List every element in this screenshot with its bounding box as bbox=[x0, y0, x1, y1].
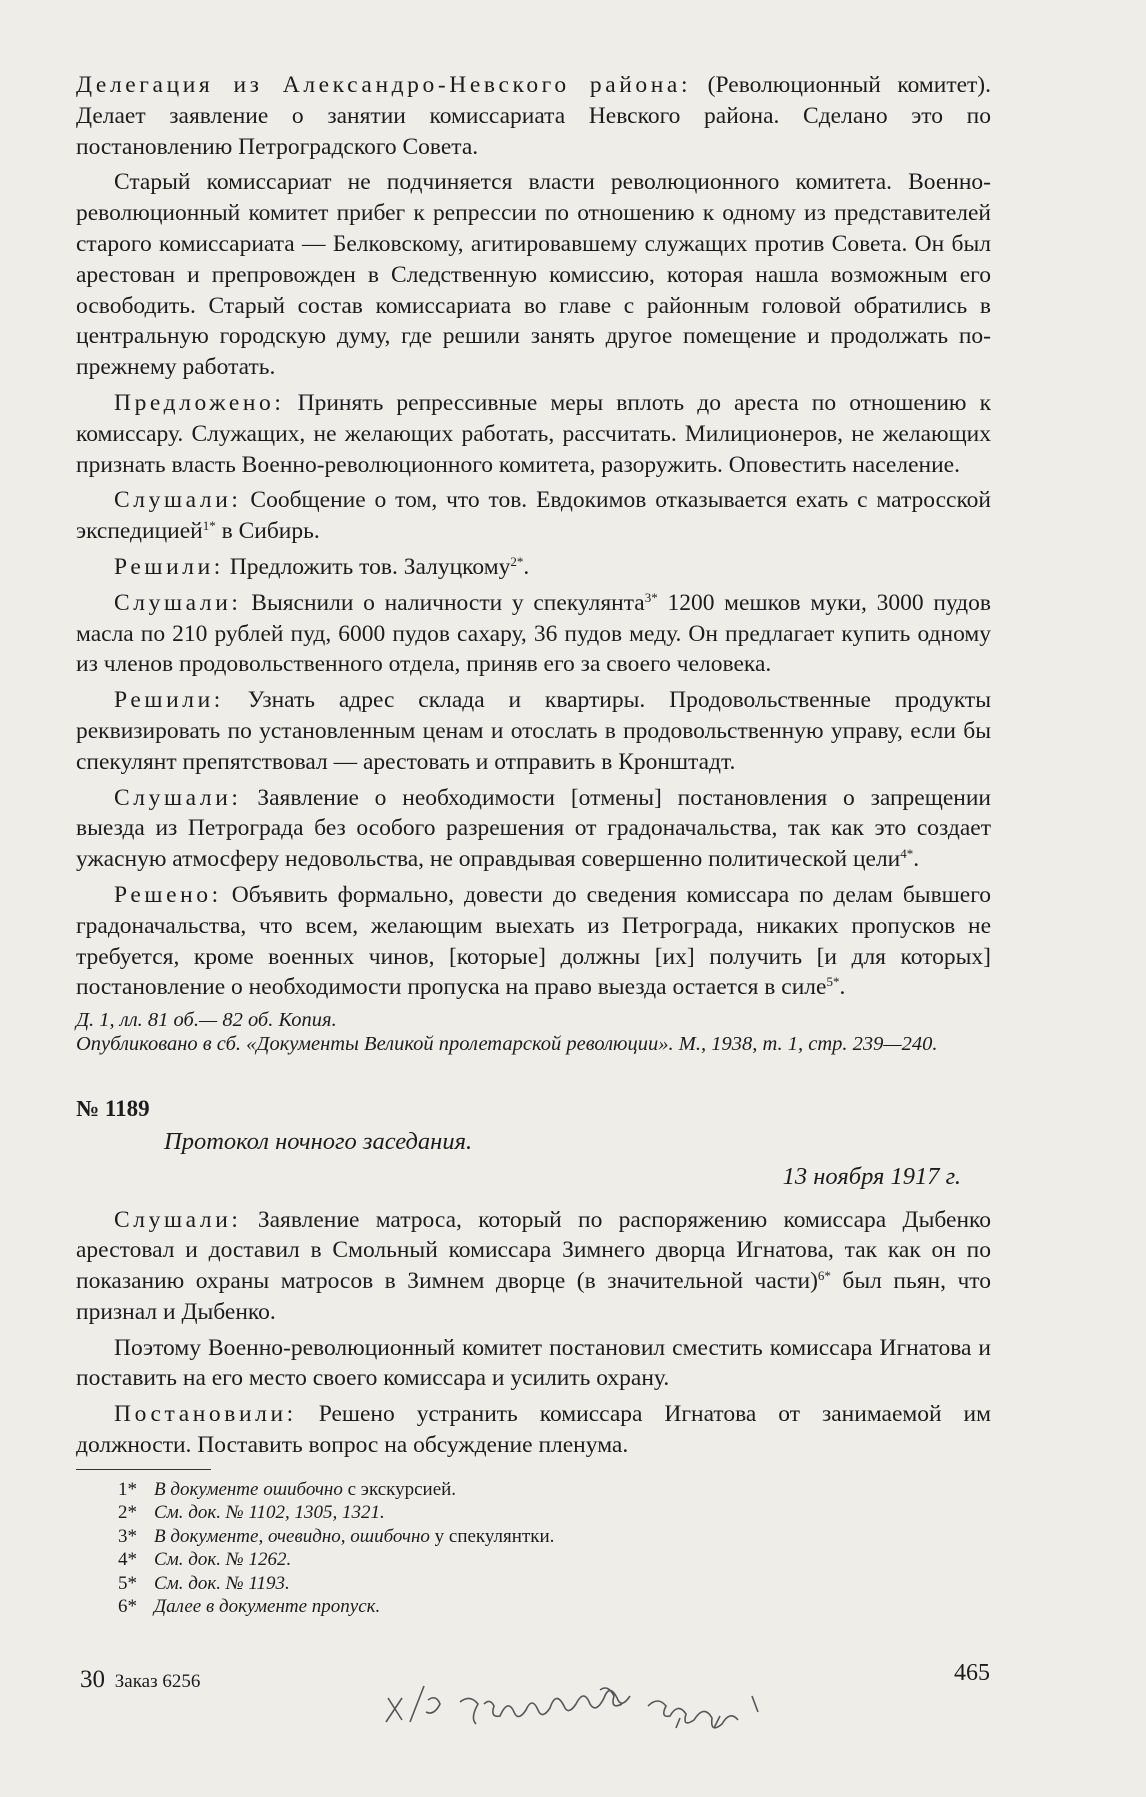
paragraph-tail: был пьян, что признал и Дыбенко. bbox=[76, 1268, 991, 1325]
footnote-italic: См. док. № 1102, 1305, 1321. bbox=[154, 1502, 385, 1524]
paragraph bbox=[76, 1205, 991, 1328]
paragraph-tail: . bbox=[523, 553, 530, 580]
paragraph-text: Решено устранить комиссара Игнатова от занимаемой им должности. Поставить вопрос на обсуждение пленума. bbox=[76, 1401, 991, 1459]
footnote-italic: В документе ошибочно bbox=[154, 1478, 343, 1500]
footnote bbox=[118, 1478, 991, 1502]
paragraph-lead: Решено: bbox=[114, 881, 222, 908]
paragraph-lead: Решили: bbox=[114, 553, 224, 580]
paragraph-lead: Слушали: bbox=[114, 589, 242, 616]
paragraph-text: Принять репрессивные меры вплоть до ареста по отношению к комиссару. Служащих, не желающих работать, рассчитать. Милиционеров, не желающих признать власть Военно-революционного комитета, разоружить. Оповестить население. bbox=[76, 389, 991, 478]
paragraph bbox=[76, 1333, 991, 1395]
paragraph-lead: Слушали: bbox=[114, 1206, 242, 1233]
paragraph-text: Сообщение о том, что тов. Евдокимов отказывается ехать с матросской экспедицией bbox=[76, 487, 991, 545]
signature-order: Заказ 6256 bbox=[114, 1671, 201, 1692]
paragraph-tail: . bbox=[913, 846, 920, 873]
document-number: № 1189 bbox=[76, 1096, 150, 1122]
footnote-ref: 5* bbox=[826, 974, 840, 990]
paragraph bbox=[76, 783, 991, 875]
page-body bbox=[76, 70, 991, 1619]
paragraph-lead: Решили: bbox=[114, 687, 224, 714]
paragraph-lead: Постановили: bbox=[114, 1401, 297, 1428]
footnote-italic: Далее в документе пропуск. bbox=[154, 1596, 381, 1618]
paragraph-text: Выяснили о наличности у спекулянта bbox=[241, 589, 645, 616]
footnote-plain: с экскурсией. bbox=[342, 1478, 457, 1500]
footnote-italic: В документе, очевидно, ошибочно bbox=[154, 1525, 430, 1547]
footnote-ref: 3* bbox=[644, 589, 658, 605]
footnote bbox=[118, 1548, 991, 1572]
footnote-plain: у спекулянтки. bbox=[429, 1525, 555, 1547]
paragraph-text: Заявление о необходимости [отмены] постановления о запрещении выезда из Петрограда без особого разрешения от градоначальства, так как это создает ужасную атмосферу недовольства, не оправдывая совершенно политической цели bbox=[76, 784, 991, 873]
archive-reference: Д. 1, лл. 81 об.— 82 об. Копия. bbox=[76, 1009, 337, 1032]
footnote-mark: 2* bbox=[118, 1502, 137, 1524]
paragraph bbox=[76, 167, 991, 383]
paragraph-tail: . bbox=[839, 974, 846, 1001]
printer-signature bbox=[80, 1666, 200, 1694]
paragraph-text: Заявление матроса, который по распоряжению комиссара Дыбенко арестовал и доставил в Смольный комиссара Зимнего дворца Игнатова, так как он по показанию охраны матросов в Зимнем дворце (в значительной части) bbox=[76, 1206, 991, 1295]
paragraph-tail: 1200 мешков муки, 3000 пудов масла по 210 рублей пуд, 6000 пудов сахару, 36 пудов меду. Он предлагает купить одному из членов продовольственного отдела, приняв его за своего человека. bbox=[76, 589, 991, 678]
document-date: 13 ноября 1917 г. bbox=[782, 1162, 961, 1190]
document-title: Протокол ночного заседания. bbox=[164, 1127, 473, 1155]
paragraph-text: Узнать адрес склада и квартиры. Продовольственные продукты реквизировать по установленным ценам и отослать в продовольственную управу, если бы спекулянт препятствовал — арестовать и отправить в Кронштадт. bbox=[76, 687, 991, 775]
page-footer bbox=[80, 1660, 990, 1730]
footnote-italic: См. док. № 1193. bbox=[154, 1572, 290, 1594]
publication-reference: Опубликовано в сб. «Документы Великой пролетарской революции». М., 1938, т. 1, стр. 239—240. bbox=[76, 1033, 938, 1056]
paragraph bbox=[76, 388, 991, 480]
document-header bbox=[76, 1094, 991, 1192]
footnote-ref: 6* bbox=[817, 1268, 831, 1284]
handwritten-annotation bbox=[380, 1660, 810, 1730]
footnote-mark: 4* bbox=[118, 1549, 137, 1571]
paragraph bbox=[76, 685, 991, 777]
footnote-mark: 6* bbox=[118, 1596, 137, 1618]
footnote bbox=[118, 1501, 991, 1525]
paragraph bbox=[76, 1399, 991, 1461]
paragraph bbox=[76, 880, 991, 1003]
paragraph-text: Предложить тов. Залуцкому bbox=[223, 553, 511, 580]
footnote bbox=[118, 1595, 991, 1619]
footnote bbox=[118, 1572, 991, 1596]
footnote-ref: 2* bbox=[510, 553, 524, 569]
footnote-mark: 3* bbox=[118, 1525, 137, 1547]
paragraph-text: (Революционный комитет). Делает заявление о занятии комиссариата Невского района. Сделано это по постановлению Петроградского Совета. bbox=[76, 72, 991, 160]
paragraph-lead: Слушали: bbox=[114, 487, 242, 514]
protocol-text-part2 bbox=[76, 1205, 991, 1461]
paragraph bbox=[76, 552, 991, 583]
page-number: 465 bbox=[954, 1660, 990, 1686]
paragraph-tail: в Сибирь. bbox=[215, 518, 320, 545]
paragraph bbox=[76, 588, 991, 680]
signature-number: 30 bbox=[80, 1666, 105, 1693]
protocol-text-part1 bbox=[76, 70, 991, 1003]
paragraph bbox=[76, 70, 991, 162]
paragraph-text: Объявить формально, довести до сведения комиссара по делам бывшего градоначальства, что всем, желающим выехать из Петрограда, никаких пропусков не требуется, кроме военных чинов, [которые] должны [их] получить [и для которых] постановление о необходимости пропуска на право выезда остается в силе bbox=[76, 881, 991, 1001]
footnote-ref: 1* bbox=[202, 518, 216, 534]
paragraph-text: Старый комиссариат не подчиняется власти революционного комитета. Военно-революционный комитет прибег к репрессии по отношению к одному из представителей старого комиссариата — Белковскому, агитировавшему служащих против Совета. Он был арестован и препровожден в Следственную комиссию, которая нашла возможным его освободить. Старый состав комиссариата во главе с районным головой обратились в центральную городскую думу, где решили занять другое помещение и продолжать по-прежнему работать. bbox=[76, 169, 991, 381]
paragraph-text: Поэтому Военно-революционный комитет постановил сместить комиссара Игнатова и поставить на его место своего комиссара и усилить охрану. bbox=[76, 1334, 991, 1392]
footnote-mark: 5* bbox=[118, 1572, 137, 1594]
footnotes bbox=[76, 1478, 991, 1619]
footnote bbox=[118, 1525, 991, 1549]
paragraph bbox=[76, 485, 991, 547]
paragraph-lead: Предложено: bbox=[114, 389, 285, 416]
footnote-divider bbox=[76, 1469, 211, 1470]
source-note bbox=[76, 1008, 991, 1056]
paragraph-lead: Слушали: bbox=[114, 784, 242, 811]
footnote-italic: См. док. № 1262. bbox=[154, 1549, 292, 1571]
paragraph-lead: Делегация из Александро-Невского района: bbox=[76, 72, 692, 98]
footnote-mark: 1* bbox=[118, 1478, 137, 1500]
footnote-ref: 4* bbox=[900, 846, 914, 862]
